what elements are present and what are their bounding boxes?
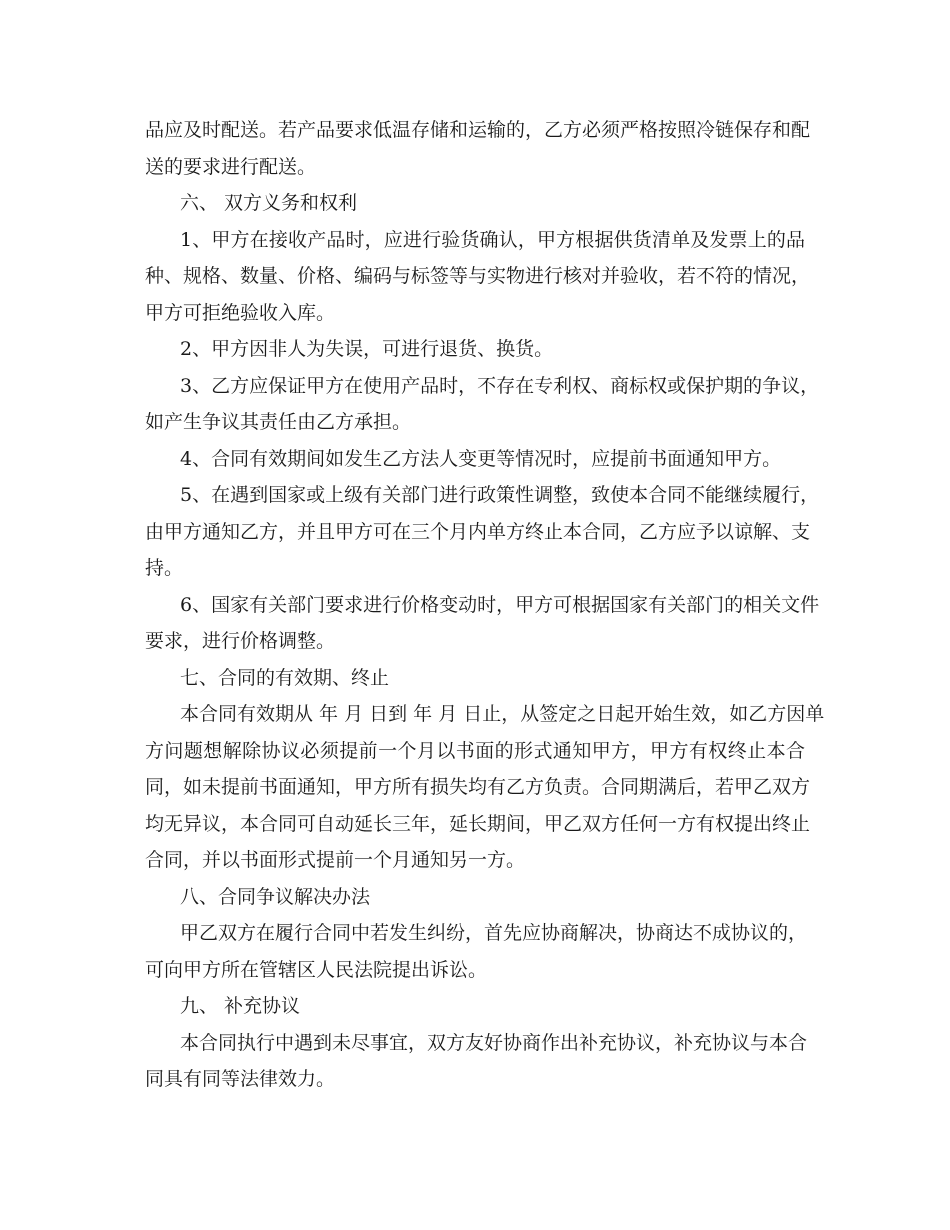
text-line: 如产生争议其责任由乙方承担。 [145,411,412,433]
text-line: 方问题想解除协议必须提前一个月以书面的形式通知甲方，甲方有权终止本合 [145,739,805,762]
text-line: 4、合同有效期间如发生乙方法人变更等情况时，应提前书面通知甲方。 [180,447,782,470]
text-line: 本合同执行中遇到未尽事宜，双方友好协商作出补充协议，补充协议与本合 [180,1031,808,1054]
text-line: 同具有同等法律效力。 [145,1068,336,1090]
text-line: 持。 [145,557,184,579]
text-line: 七、合同的有效期、终止 [180,666,390,689]
text-line: 3、乙方应保证甲方在使用产品时，不存在专利权、商标权或保护期的争议， [180,374,820,397]
text-line: 2、甲方因非人为失误，可进行退货、换货。 [180,338,554,360]
text-line: 甲乙双方在履行合同中若发生纠纷，首先应协商解决，协商达不成协议的， [180,922,808,944]
text-line: 八、合同争议解决办法 [180,885,371,908]
text-line: 本合同有效期从 年 月 日到 年 月 日止，从签定之日起开始生效，如乙方因单 [180,703,825,725]
text-line: 可向甲方所在管辖区人民法院提出诉讼。 [145,958,488,981]
text-line: 送的要求进行配送。 [145,155,317,178]
text-line: 品应及时配送。若产品要求低温存储和运输的，乙方必须严格按照冷链保存和配 [145,119,811,141]
text-line: 六、 双方义务和权利 [180,192,358,214]
text-line: 由甲方通知乙方，并且甲方可在三个月内单方终止本合同，乙方应予以谅解、支 [145,520,811,543]
text-line: 九、 补充协议 [180,995,301,1017]
text-line: 5、在遇到国家或上级有关部门进行政策性调整，致使本合同不能继续履行， [180,484,820,506]
text-line: 要求，进行价格调整。 [145,630,336,652]
text-line: 合同，并以书面形式提前一个月通知另一方。 [145,849,526,871]
text-line: 同，如未提前书面通知，甲方所有损失均有乙方负责。合同期满后，若甲乙双方 [145,776,811,798]
text-line: 甲方可拒绝验收入库。 [145,301,336,324]
text-line: 1、甲方在接收产品时，应进行验货确认，甲方根据供货清单及发票上的品 [180,228,805,251]
contract-body [145,112,825,1098]
text-line: 6、国家有关部门要求进行价格变动时，甲方可根据国家有关部门的相关文件 [180,593,820,616]
text-line: 均无异议，本合同可自动延长三年，延长期间，甲乙双方任何一方有权提出终止 [145,812,811,835]
text-line: 种、规格、数量、价格、编码与标签等与实物进行核对并验收，若不符的情况， [145,265,811,287]
